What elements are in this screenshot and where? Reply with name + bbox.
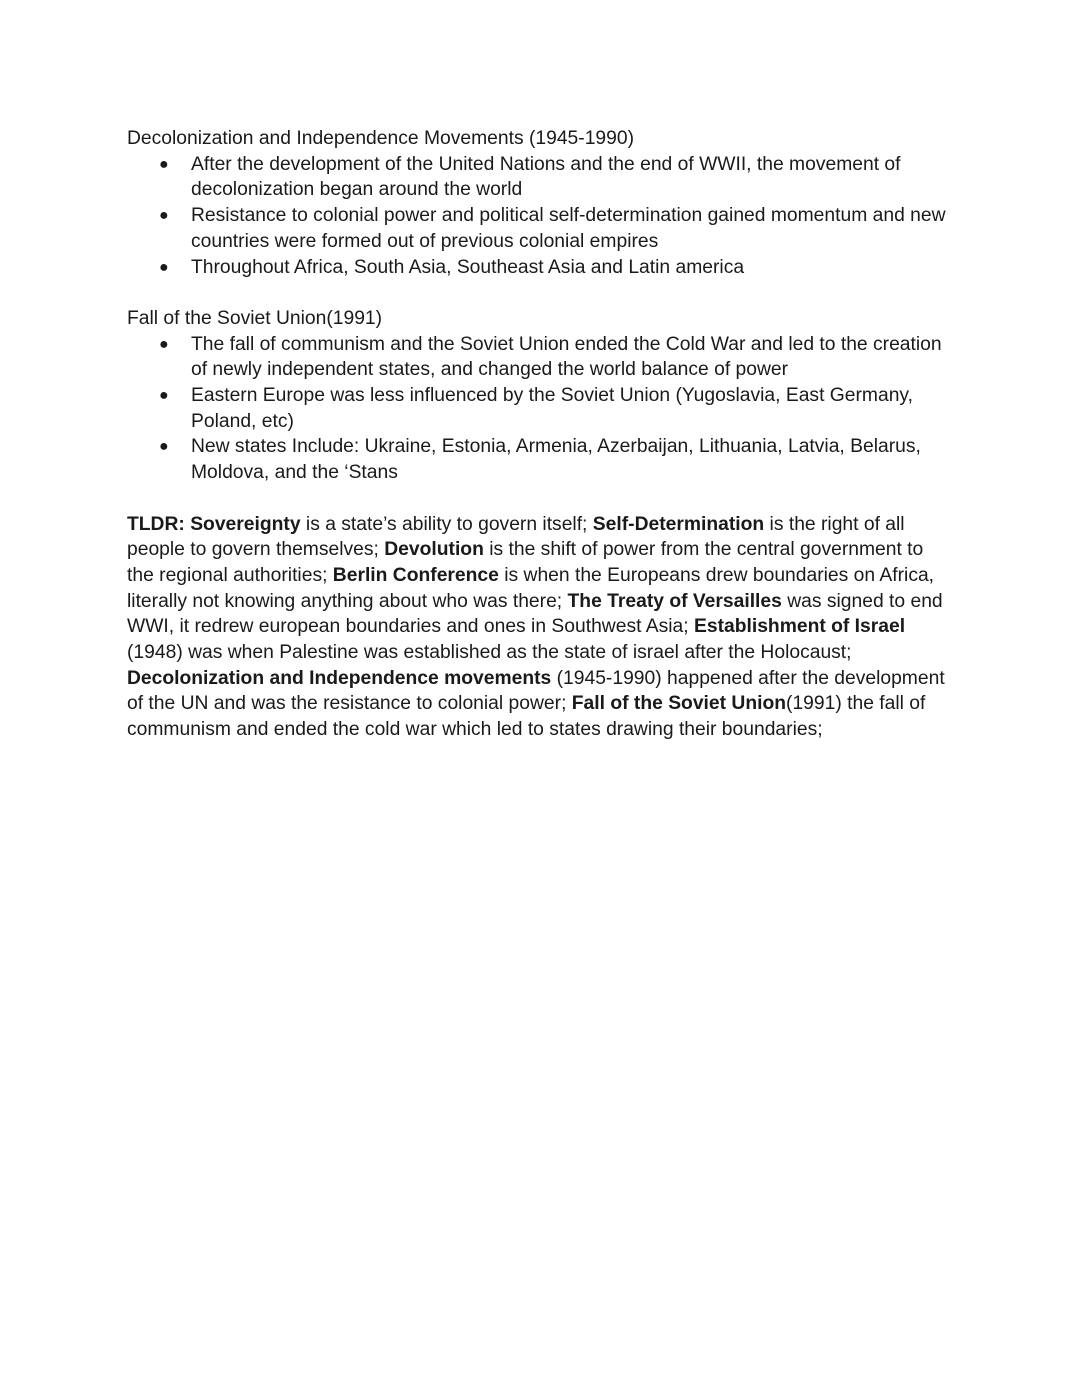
spacer: [127, 486, 957, 512]
tldr-definition: is when the Europeans drew boundaries on Africa, literally not knowing anything about who was there;: [127, 564, 935, 612]
document-page: [127, 126, 957, 743]
tldr-definition: is a state’s ability to govern itself;: [300, 513, 593, 535]
bullet-list: [127, 152, 957, 281]
tldr-definition: was signed to end WWI, it redrew european boundaries and ones in Southwest Asia;: [127, 590, 943, 638]
spacer: [127, 280, 957, 306]
list-item-text: Eastern Europe was less influenced by the Soviet Union (Yugoslavia, East Germany, Poland, etc): [191, 385, 914, 432]
tldr-summary: [127, 512, 955, 743]
tldr-term: Self-Determination: [592, 513, 765, 535]
tldr-term: Sovereignty: [190, 513, 301, 535]
tldr-term: Devolution: [384, 539, 484, 561]
bullet-icon: ●: [159, 258, 169, 276]
section-heading: Fall of the Soviet Union(1991): [127, 307, 383, 329]
tldr-term: Fall of the Soviet Union: [571, 693, 787, 715]
list-item: [127, 383, 957, 434]
tldr-definition: is the shift of power from the central government to the regional authorities;: [127, 539, 924, 586]
list-item-text: Resistance to colonial power and political self-determination gained momentum and new countries were formed out of previous colonial empires: [191, 205, 946, 252]
list-item: [127, 203, 957, 254]
list-item: [127, 255, 957, 281]
section-fall-of-soviet-union: [127, 306, 957, 486]
list-item-text: New states Include: Ukraine, Estonia, Armenia, Azerbaijan, Lithuania, Latvia, Belarus, Moldova, and the ‘Stans: [191, 436, 921, 484]
tldr-definition: (1945-1990) happened after the development of the UN and was the resistance to colonial power;: [127, 667, 945, 715]
bullet-icon: ●: [159, 155, 169, 173]
tldr-definition: (1948) was when Palestine was established as the state of israel after the Holocaust;: [127, 642, 852, 664]
tldr-label: TLDR:: [127, 513, 185, 535]
tldr-definition: is the right of all people to govern themselves;: [127, 513, 905, 561]
bullet-list: [127, 332, 957, 486]
list-item: [127, 152, 957, 203]
tldr-term: Establishment of Israel: [693, 616, 906, 638]
bullet-icon: ●: [159, 438, 169, 456]
list-item-text: After the development of the United Nations and the end of WWII, the movement of decolonization began around the world: [191, 153, 901, 201]
tldr-definition: (1991) the fall of communism and ended the cold war which led to states drawing their boundaries;: [127, 693, 926, 741]
list-item-text: Throughout Africa, South Asia, Southeast Asia and Latin america: [191, 256, 745, 278]
list-item: [127, 434, 957, 485]
list-item: [127, 332, 957, 383]
list-item-text: The fall of communism and the Soviet Union ended the Cold War and led to the creation of newly independent states, and changed the world balance of power: [191, 333, 942, 381]
tldr-term: Decolonization and Independence movements: [127, 667, 552, 689]
section-decolonization: [127, 126, 957, 280]
tldr-term: The Treaty of Versailles: [567, 590, 782, 612]
bullet-icon: ●: [159, 335, 169, 353]
bullet-icon: ●: [159, 207, 169, 225]
section-heading: Decolonization and Independence Movements (1945-1990): [127, 128, 635, 149]
bullet-icon: ●: [159, 387, 169, 405]
tldr-term: Berlin Conference: [332, 564, 499, 586]
